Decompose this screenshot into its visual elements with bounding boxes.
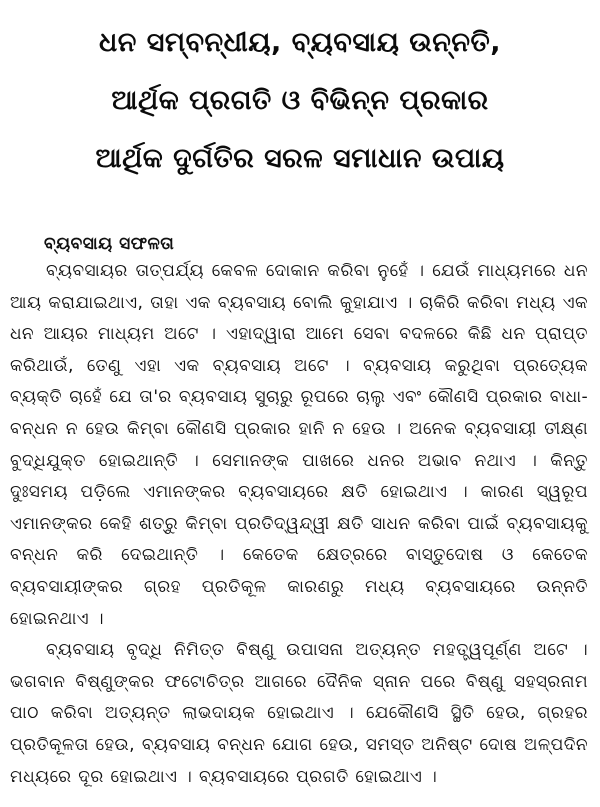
title-line-3: ଆର୍ଥିକ ଦୁର୍ଗତିର ସରଳ ସମାଧାନ ଉପାୟ — [95, 143, 505, 174]
title-line-2: ଆର୍ଥିକ ପ୍ରଗତି ଓ ବିଭିନ୍ନ ପ୍ରକାର — [111, 85, 489, 116]
section-heading: ବ୍ୟବସାୟ ସଫଳତା — [44, 234, 175, 254]
body-text — [10, 256, 588, 793]
paragraph-1: ବ୍ୟବସାୟର ତାତ୍ପର୍ଯ୍ୟ କେବଳ ଦୋକାନ କରିବା ନୁହେଁ । ଯେଉଁ ମାଧ୍ୟମରେ ଧନ ଆୟ କରାଯାଇଥାଏ, ତାହା ଏକ ବ୍ୟବସାୟ ବୋଲି କୁହାଯାଏ । ଚାକିରି କରିବା ମଧ୍ୟ ଏକ ଧନ ଆୟର ମାଧ୍ୟମ ଅଟେ । ଏହାଦ୍ୱାରା ଆମେ ସେବା ବଦଳରେ କିଛି ଧନ ପ୍ରାପ୍ତ କରିଥାଉଁ, ତେଣୁ ଏହା ଏକ ବ୍ୟବସାୟ ଅଟେ । ବ୍ୟବସାୟ କରୁଥିବା ପ୍ରତ୍ୟେକ ବ୍ୟକ୍ତି ଚାହେଁ ଯେ ତା'ର ବ୍ୟବସାୟ ସୁଚାରୁ ରୂପରେ ଚାଲୁ ଏବଂ କୌଣସି ପ୍ରକାର ବାଧା-ବନ୍ଧନ ନ ହେଉ କିମ୍ବା କୌଣସି ପ୍ରକାର ହାନି ନ ହେଉ । ଅନେକ ବ୍ୟବସାୟୀ ତୀକ୍ଷ୍ଣ ବୁଦ୍ଧିଯୁକ୍ତ ହୋଇଥାନ୍ତି । ସେମାନଙ୍କ ପାଖରେ ଧନର ଅଭାବ ନଥାଏ । କିନ୍ତୁ ଦୁଃସମୟ ପଡ଼ିଲେ ଏମାନଙ୍କର ବ୍ୟବସାୟରେ କ୍ଷତି ହୋଇଥାଏ । କାରଣ ସ୍ୱରୂପ ଏମାନଙ୍କର କେହି ଶତ୍ରୁ କିମ୍ବା ପ୍ରତିଦ୍ୱନ୍ଦ୍ୱୀ କ୍ଷତି ସାଧନ କରିବା ପାଇଁ ବ୍ୟବସାୟକୁ ବନ୍ଧନ କରି ଦେଇଥାନ୍ତି । କେତେକ କ୍ଷେତ୍ରରେ ବାସ୍ତୁଦୋଷ ଓ କେତେକ ବ୍ୟବସାୟୀଙ୍କର ଗ୍ରହ ପ୍ରତିକୂଳ କାରଣରୁ ମଧ୍ୟ ବ୍ୟବସାୟରେ ଉନ୍ନତି ହୋଇନଥାଏ । — [10, 261, 588, 629]
paragraph-2: ବ୍ୟବସାୟ ବୃଦ୍ଧି ନିମିତ୍ତ ବିଷ୍ଣୁ ଉପାସନା ଅତ୍ୟନ୍ତ ମହତ୍ତ୍ୱପୂର୍ଣ୍ଣ ଅଟେ । ଭଗବାନ ବିଷ୍ଣୁଙ୍କର ଫଟୋଚିତ୍ର ଆଗରେ ଦୈନିକ ସ୍ନାନ ପରେ ବିଷ୍ଣୁ ସହସ୍ରନାମ ପାଠ କରିବା ଅତ୍ୟନ୍ତ ଲାଭଦାୟକ ହୋଇଥାଏ । ଯେକୌଣସି ସ୍ଥିତି ହେଉ, ଗ୍ରହର ପ୍ରତିକୂଳତା ହେଉ, ବ୍ୟବସାୟ ବନ୍ଧନ ଯୋଗ ହେଉ, ସମସ୍ତ ଅନିଷ୍ଟ ଦୋଷ ଅଳ୍ପଦିନ ମଧ୍ୟରେ ଦୂର ହୋଇଥାଏ । ବ୍ୟବସାୟରେ ପ୍ରଗତି ହୋଇଥାଏ । — [10, 640, 588, 787]
page-title — [20, 14, 580, 188]
title-line-1: ଧନ ସମ୍ବନ୍ଧୀୟ, ବ୍ୟବସାୟ ଉନ୍ନତି, — [99, 27, 501, 58]
